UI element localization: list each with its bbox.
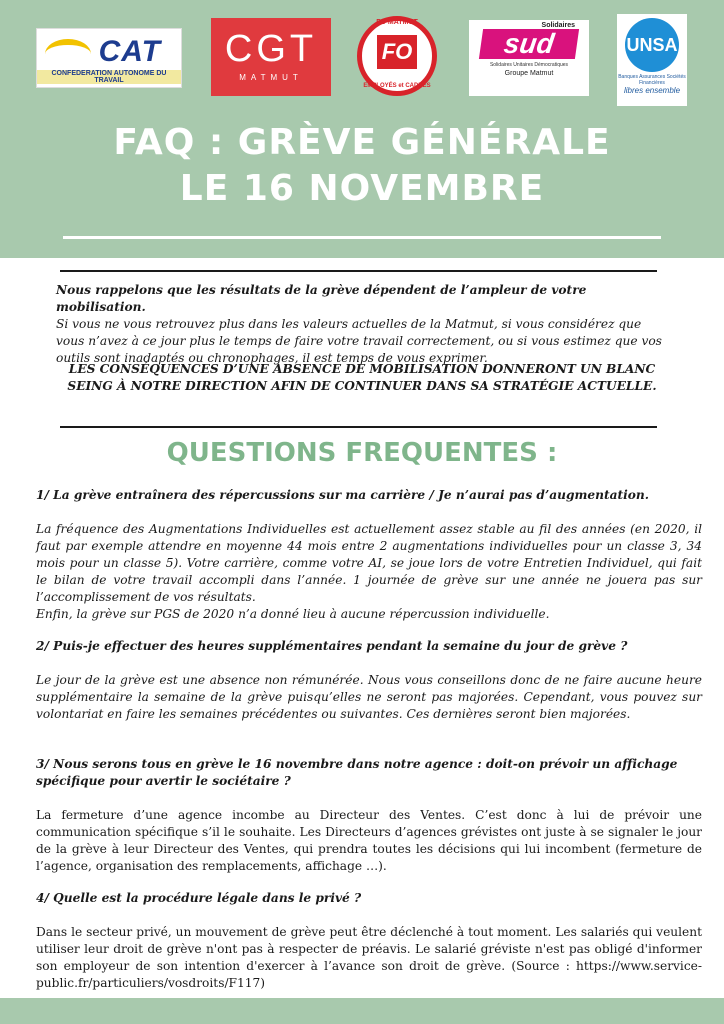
fo-logo: [357, 16, 437, 96]
faq-answer-2: Le jour de la grève est une absence non rémunérée. Nous vous conseillons donc de ne faire aucune heure supplémentaire la semaine de la grève puisqu’elles ne seront pas majorées. Cependant, vous pouvez sur volontariat en faire les semaines précédentes ou suivantes. Ces dernières seront bien majorées.: [36, 673, 702, 721]
faq-question-2: 2/ Puis-je effectuer des heures supplémentaires pendant la semaine du jour de grève ?: [36, 639, 628, 653]
unsa-logo-script: libres ensemble: [623, 86, 681, 95]
unsa-logo-sub: Banques Assurances Sociétés Financières: [618, 74, 686, 86]
unsa-logo: [617, 14, 687, 106]
header-band: [0, 0, 724, 258]
cat-logo: [36, 28, 182, 88]
fo-logo-ring-top: FO MATMUT: [376, 19, 418, 26]
faq-answer-3: La fermeture d’une agence incombe au Directeur des Ventes. C’est donc à lui de prévoir une communication spécifique s’il le souhaite. Les Directeurs d’agences grévistes ont juste à se signaler le jour de la grève à leur Directeur des Ventes, qui prendra toutes les décisions qui lui incombent (fermeture de l’agence, organisation des remplacements, affichage …).: [36, 808, 702, 873]
cat-logo-word: CAT: [98, 35, 161, 68]
consequences-statement: LES CONSÉQUENCES D’UNE ABSENCE DE MOBILISATION DONNERONT UN BLANC SEING À NOTRE DIRECTION AFIN DE CONTINUER DANS SA STRATÉGIE ACTUELLE.: [67, 362, 657, 393]
cgt-logo-word: CGT: [224, 28, 318, 70]
section-heading: QUESTIONS FREQUENTES :: [166, 438, 558, 468]
intro-text: Si vous ne vous retrouvez plus dans les valeurs actuelles de la Matmut, si vous considérez que vous n’avez à ce jour plus le temps de faire votre travail correctement, ou si vous estimez que vos outils sont inadaptés ou chronophages, il est temps de vous exprimer.: [56, 317, 662, 365]
cgt-logo-sub: MATMUT: [239, 73, 303, 82]
faq-item-4: [36, 890, 702, 992]
faq-item-3: [36, 756, 702, 875]
fo-logo-word: FO: [377, 35, 417, 69]
faq-answer-4: Dans le secteur privé, un mouvement de grève peut être déclenché à tout moment. Les salariés qui veulent utiliser leur droit de grève n'ont pas à respecter de préavis. Le salarié gréviste n'est pas obligé d'informer son employeur de son intention d'exercer à l’avance son droit de grève. (Source : https://www.service-public.fr/particuliers/vosdroits/F117): [36, 925, 702, 990]
cgt-logo: [211, 18, 331, 96]
intro-top-divider: [60, 270, 657, 272]
sud-logo-group: Groupe Matmut: [504, 70, 554, 77]
page-title: [0, 120, 724, 212]
page-title-line1: FAQ : GRÈVE GÉNÉRALE: [113, 122, 611, 163]
sud-logo-top: Solidaires: [541, 22, 575, 29]
unsa-logo-word: UNSA: [625, 18, 679, 72]
cat-logo-sub: CONFEDERATION AUTONOME DU TRAVAIL: [37, 70, 181, 84]
union-logos: [0, 8, 724, 98]
intro-bold: Nous rappelons que les résultats de la grève dépendent de l’ampleur de votre mobilisation.: [56, 283, 587, 314]
faq-question-1: 1/ La grève entraînera des répercussions sur ma carrière / Je n’aurai pas d’augmentation.: [36, 488, 649, 502]
faq-question-4: 4/ Quelle est la procédure légale dans le privé ?: [36, 891, 362, 905]
sud-logo-word: sud: [479, 29, 579, 59]
sud-logo: [469, 20, 589, 96]
fo-logo-ring-bottom: EMPLOYÉS et CADRES: [363, 83, 431, 89]
intro-paragraph: [56, 282, 672, 367]
cat-swoosh-icon: [45, 39, 91, 69]
faq-question-3: 3/ Nous serons tous en grève le 16 novembre dans notre agence : doit-on prévoir un affichage spécifique pour avertir le sociétaire ?: [36, 757, 678, 788]
footer-band: [0, 998, 724, 1024]
page-title-line2: LE 16 NOVEMBRE: [179, 168, 545, 209]
faq-answer-1b: Enfin, la grève sur PGS de 2020 n’a donné lieu à aucune répercussion individuelle.: [36, 607, 550, 621]
title-divider: [63, 236, 661, 239]
sud-logo-small: Solidaires Unitaires Démocratiques: [489, 62, 569, 68]
faq-answer-1: La fréquence des Augmentations Individuelles est actuellement assez stable au fil des années (en 2020, il faut par exemple attendre en moyenne 44 mois entre 2 augmentations individuelles pour un classe 3, 34 mois pour un classe 5). Votre carrière, comme votre AI, se joue lors de votre Entretien Individuel, qui fait le bilan de votre travail accompli dans l’année. 1 journée de grève sur une année ne jouera pas sur l’accomplissement de vos résultats.: [36, 522, 702, 604]
faq-item-1: [36, 487, 702, 623]
intro-bottom-divider: [60, 426, 657, 428]
faq-item-2: [36, 638, 702, 723]
